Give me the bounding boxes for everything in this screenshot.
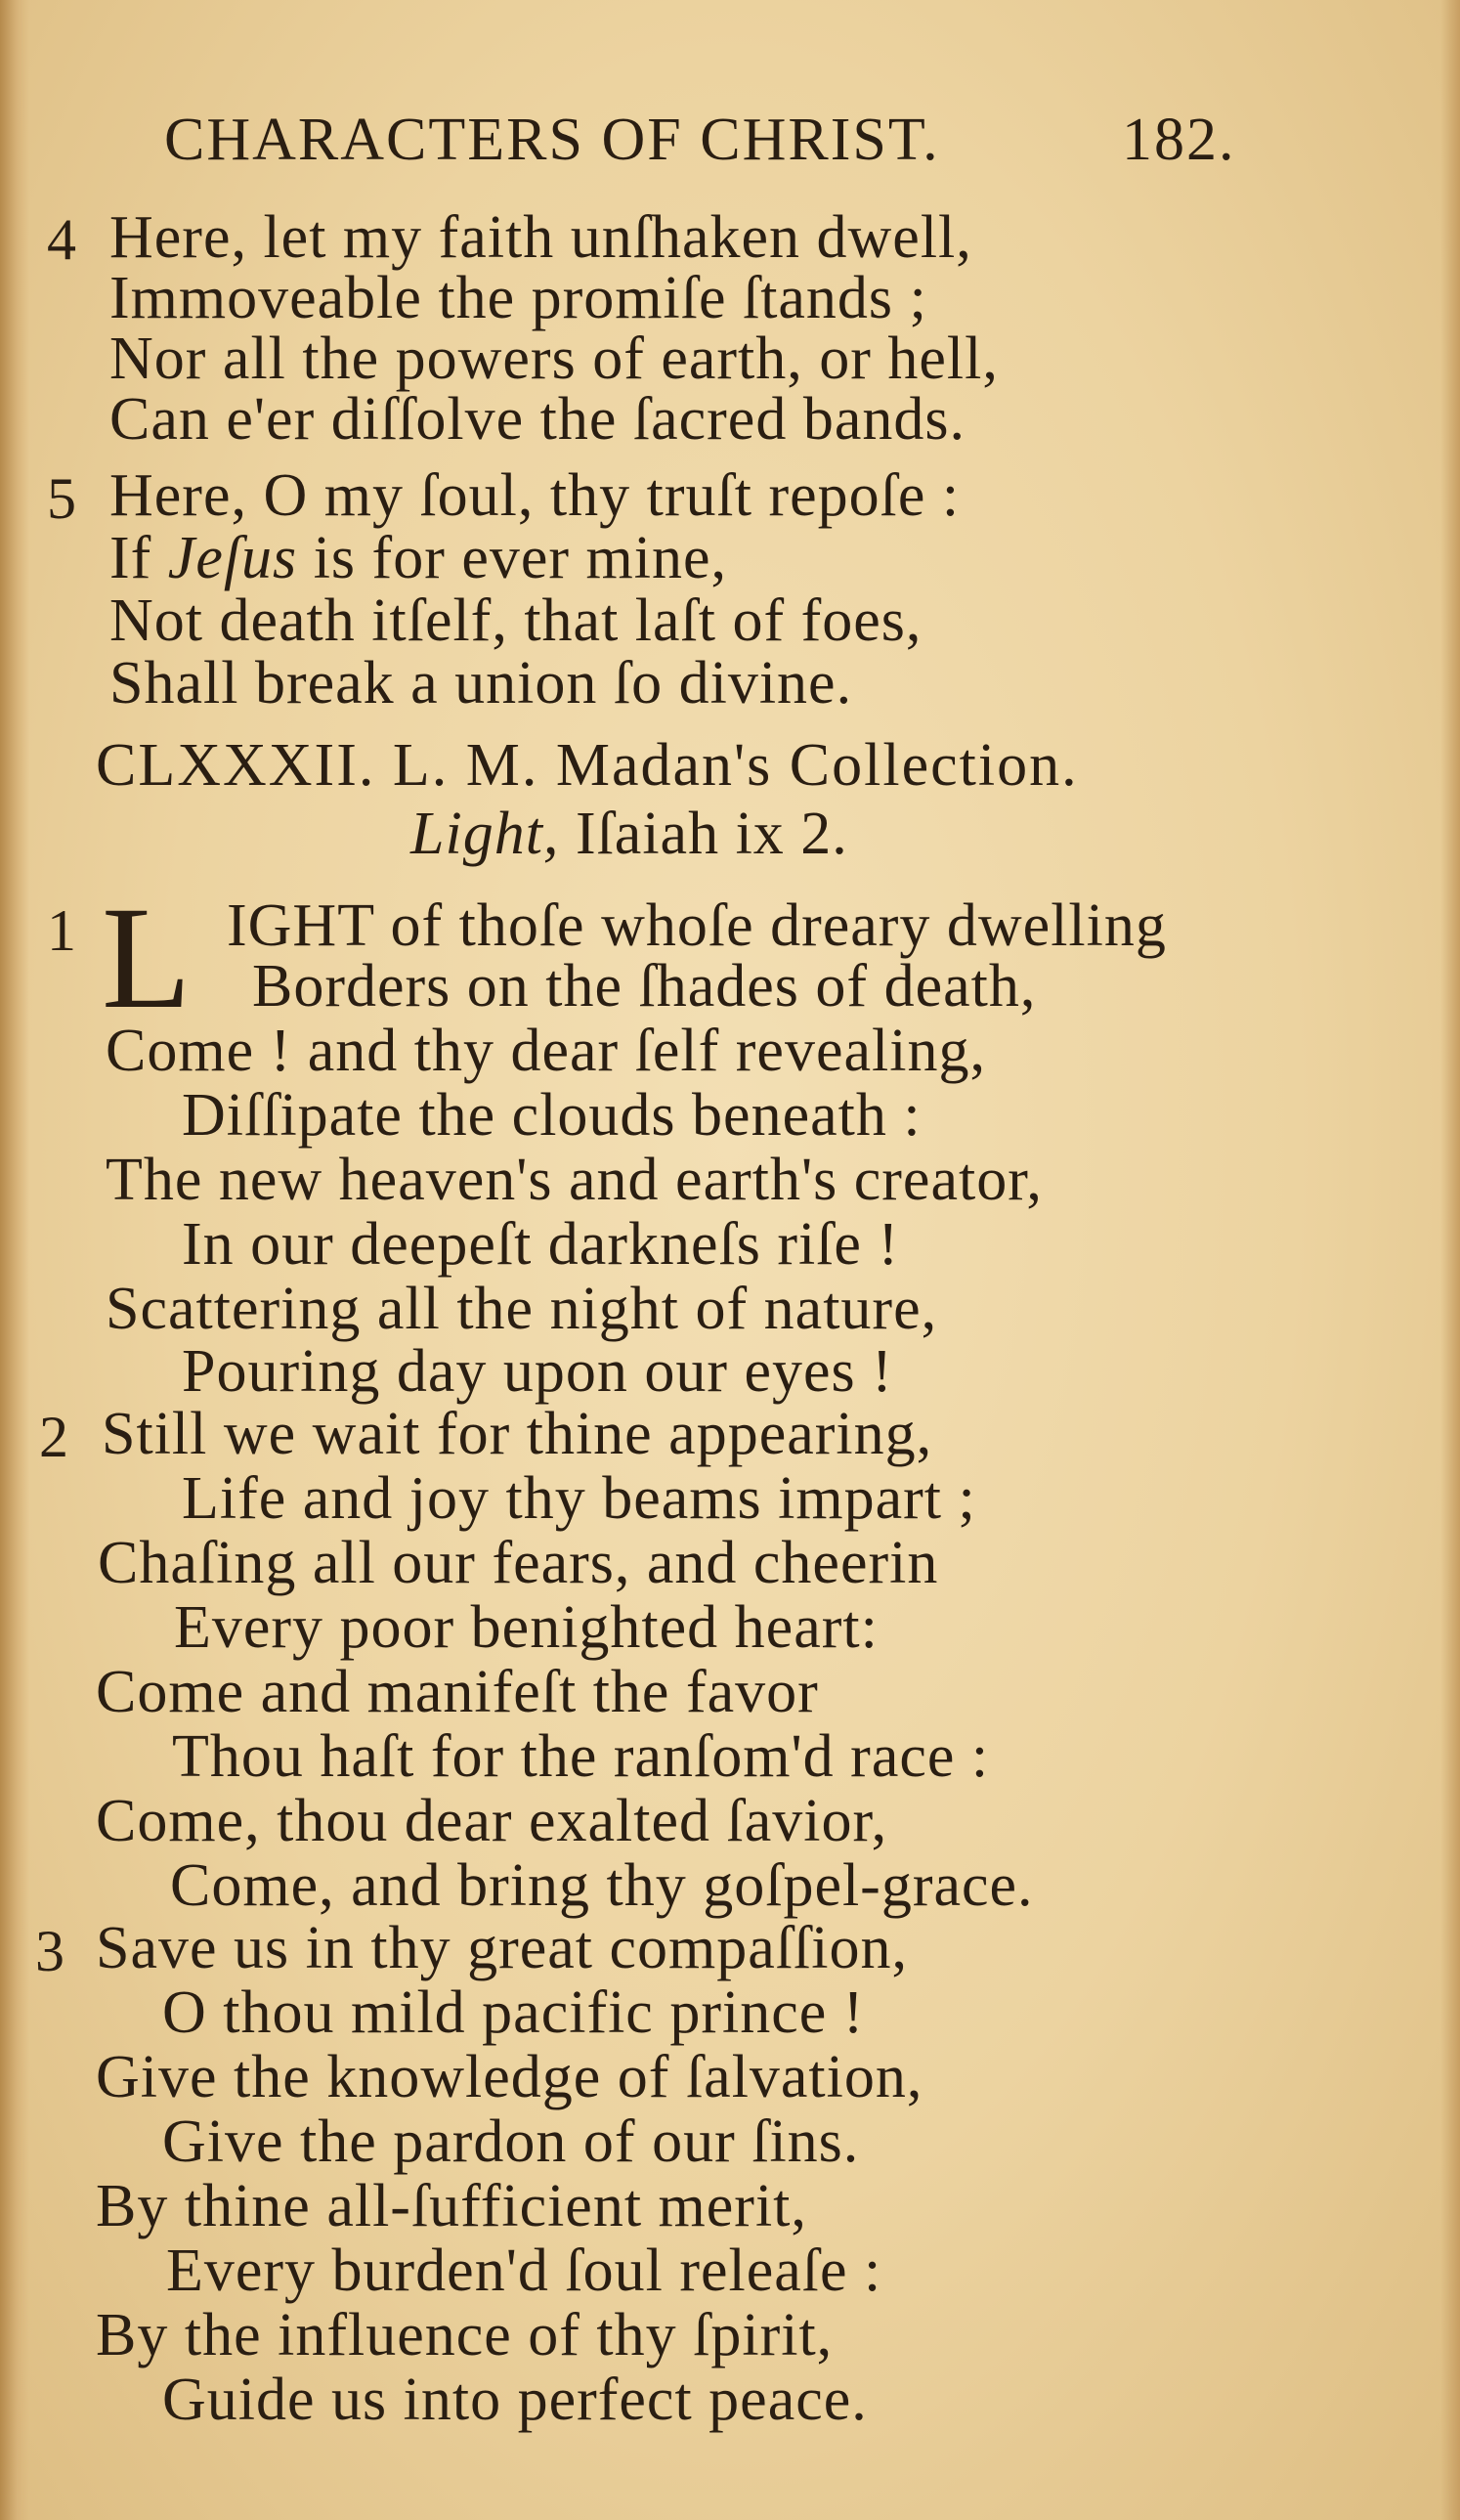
verse-number: 1	[47, 898, 76, 963]
hymn-subheading	[410, 801, 848, 867]
verse-line: Save us in thy great compaſſion,	[96, 1915, 908, 1981]
verse-line: Shall break a union ſo divine.	[109, 650, 853, 717]
verse-line	[109, 525, 727, 591]
verse-line: Here, O my ſoul, thy truſt repoſe :	[109, 462, 961, 529]
verse-line: In our deepeſt darkneſs riſe !	[182, 1211, 900, 1278]
verse-line: The new heaven's and earth's creator,	[106, 1147, 1043, 1213]
verse-line: Come ! and thy dear ſelf revealing,	[106, 1018, 986, 1084]
verse-line: Come and manifeſt the favor	[96, 1659, 819, 1725]
italic-name: Jeſus	[167, 525, 298, 591]
verse-line: Every burden'd ſoul releaſe :	[166, 2238, 882, 2304]
hymn-heading: CLXXXII. L. M. Madan's Collection.	[96, 732, 1079, 799]
verse-line: Immoveable the promiſe ſtands ;	[109, 265, 927, 331]
verse-line: Give the pardon of our ſins.	[162, 2108, 860, 2175]
verse-line: O thou mild pacific prince !	[162, 1979, 865, 2046]
verse-line: Thou haſt for the ranſom'd race :	[172, 1723, 990, 1790]
verse-line: Chaſing all our fears, and cheerin	[98, 1530, 939, 1596]
verse-line: Diſſipate the clouds beneath :	[182, 1082, 922, 1149]
verse-line: Can e'er diſſolve the ſacred bands.	[109, 386, 966, 453]
verse-line: Give the knowledge of ſalvation,	[96, 2044, 923, 2110]
page-number: 182.	[1122, 107, 1236, 173]
verse-line: Come, and bring thy goſpel-grace.	[170, 1852, 1034, 1919]
verse-line-end: is for ever mine,	[297, 525, 727, 591]
verse-number: 5	[47, 466, 76, 531]
verse-line: Every poor benighted heart:	[174, 1594, 879, 1661]
verse-line: By thine all-ſufficient merit,	[96, 2173, 807, 2239]
verse-line: Still we wait for thine appearing,	[102, 1401, 933, 1467]
verse-line: Here, let my faith unſhaken dwell,	[109, 204, 972, 271]
verse-line: IGHT of thoſe whoſe dreary dwelling	[227, 892, 1167, 959]
verse-line: Borders on the ſhades of death,	[252, 953, 1037, 1020]
verse-line: Not death itſelf, that laſt of foes,	[109, 587, 923, 654]
verse-number: 2	[39, 1405, 68, 1469]
verse-line: Life and joy thy beams impart ;	[182, 1465, 976, 1532]
subheading-italic: Light,	[410, 801, 560, 867]
verse-line: By the influence of thy ſpirit,	[96, 2302, 834, 2368]
drop-cap: L	[102, 877, 192, 1039]
running-title: CHARACTERS OF CHRIST.	[164, 107, 940, 173]
verse-line: Scattering all the night of nature,	[106, 1276, 938, 1342]
verse-line-start: If	[109, 525, 168, 591]
verse-line: Pouring day upon our eyes !	[182, 1338, 893, 1405]
page-edge-shadow	[1440, 0, 1460, 2520]
verse-line: Come, thou dear exalted ſavior,	[96, 1788, 888, 1854]
verse-line: Guide us into perfect peace.	[162, 2367, 868, 2433]
subheading-rest: Iſaiah ix 2.	[559, 801, 848, 867]
page-gutter-shadow	[0, 0, 29, 2520]
verse-number: 3	[35, 1919, 64, 1983]
verse-number: 4	[47, 207, 76, 272]
verse-line: Nor all the powers of earth, or hell,	[109, 326, 999, 392]
